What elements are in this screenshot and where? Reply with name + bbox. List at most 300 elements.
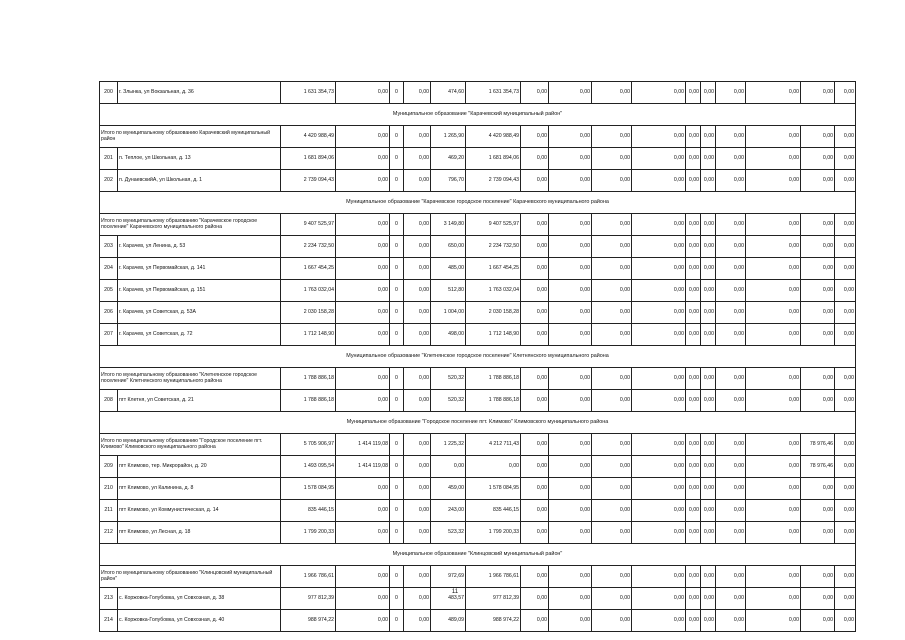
- table-cell: 0,00: [592, 258, 632, 280]
- table-cell: 0,00: [336, 610, 390, 632]
- table-cell: 1 788 886,18: [281, 368, 336, 390]
- table-cell: 0,00: [801, 522, 835, 544]
- table-cell: 0,00: [632, 214, 686, 236]
- address-cell: г. Карачев, ул Ленина, д. 53: [118, 236, 281, 258]
- table-cell: 0,00: [686, 170, 701, 192]
- table-cell: 0,00: [716, 588, 746, 610]
- table-cell: 1 004,00: [431, 302, 466, 324]
- table-cell: 0,00: [549, 280, 592, 302]
- table-cell: 0,00: [701, 390, 716, 412]
- table-cell: 1 681 894,06: [281, 148, 336, 170]
- table-cell: 0,00: [632, 566, 686, 588]
- table-cell: 2 030 158,28: [466, 302, 521, 324]
- section-header-row: [100, 544, 856, 566]
- table-cell: 0,00: [632, 434, 686, 456]
- table-cell: 0: [390, 258, 404, 280]
- table-cell: 1 265,90: [431, 126, 466, 148]
- table-cell: 0,00: [746, 214, 801, 236]
- section-title: Муниципальное образование "Карачевское городское поселение" Карачевского муниципального района: [100, 192, 856, 214]
- table-cell: 0,00: [801, 588, 835, 610]
- table-cell: 0,00: [404, 236, 431, 258]
- table-cell: 0,00: [746, 456, 801, 478]
- table-cell: 0,00: [632, 390, 686, 412]
- table-cell: 0,00: [521, 434, 549, 456]
- table-cell: 0,00: [746, 478, 801, 500]
- table-cell: 0: [390, 456, 404, 478]
- table-cell: 0,00: [592, 214, 632, 236]
- address-cell: пгт Климово, ул Коммунистическая, д. 14: [118, 500, 281, 522]
- table-cell: 0,00: [746, 148, 801, 170]
- table-row: [100, 148, 856, 170]
- table-cell: 0,00: [336, 390, 390, 412]
- table-cell: 0,00: [404, 148, 431, 170]
- table-cell: 0,00: [801, 390, 835, 412]
- table-cell: 0,00: [701, 302, 716, 324]
- table-cell: 0,00: [716, 478, 746, 500]
- table-cell: 0,00: [521, 610, 549, 632]
- table-cell: 0,00: [716, 280, 746, 302]
- table-cell: 0: [390, 522, 404, 544]
- table-cell: 0,00: [521, 126, 549, 148]
- table-cell: 1 966 786,61: [281, 566, 336, 588]
- table-cell: 498,00: [431, 324, 466, 346]
- table-cell: 4 420 988,49: [466, 126, 521, 148]
- table-cell: 0,00: [632, 478, 686, 500]
- table-cell: 0,00: [701, 566, 716, 588]
- table-cell: 0,00: [592, 456, 632, 478]
- section-title: Муниципальное образование "Клетнянское городское поселение" Клетнянского муниципального района: [100, 346, 856, 368]
- table-cell: 0,00: [336, 566, 390, 588]
- subtotal-row: [100, 126, 856, 148]
- table-cell: 0,00: [404, 456, 431, 478]
- table-cell: 0,00: [716, 610, 746, 632]
- table-cell: 0,00: [404, 258, 431, 280]
- table-cell: 0,00: [632, 126, 686, 148]
- table-cell: 0,00: [549, 500, 592, 522]
- table-cell: 0,00: [716, 82, 746, 104]
- table-row: [100, 302, 856, 324]
- table-cell: 0,00: [835, 126, 856, 148]
- table-cell: 0,00: [549, 456, 592, 478]
- table-cell: 0,00: [716, 434, 746, 456]
- repair-cost-table: [99, 81, 856, 632]
- table-cell: 0,00: [336, 280, 390, 302]
- table-cell: 0,00: [336, 258, 390, 280]
- table-cell: 0: [390, 566, 404, 588]
- table-cell: 0,00: [716, 500, 746, 522]
- row-number: 202: [100, 170, 118, 192]
- table-cell: 0,00: [801, 236, 835, 258]
- table-cell: 3 149,80: [431, 214, 466, 236]
- table-cell: 0,00: [746, 82, 801, 104]
- table-cell: 0,00: [549, 170, 592, 192]
- address-cell: г. Карачев, ул Первомайская, д. 141: [118, 258, 281, 280]
- table-cell: 9 407 525,97: [466, 214, 521, 236]
- table-cell: 0,00: [592, 478, 632, 500]
- table-cell: 0,00: [632, 588, 686, 610]
- table-cell: 0,00: [716, 214, 746, 236]
- table-cell: 0,00: [716, 258, 746, 280]
- table-cell: 0,00: [801, 148, 835, 170]
- table-cell: 0: [390, 126, 404, 148]
- table-cell: 0,00: [746, 236, 801, 258]
- table-cell: 0,00: [336, 170, 390, 192]
- table-cell: 0,00: [801, 170, 835, 192]
- document-page: [99, 81, 854, 632]
- table-cell: 1 667 454,25: [466, 258, 521, 280]
- table-cell: 0,00: [746, 368, 801, 390]
- table-cell: 0: [390, 280, 404, 302]
- table-cell: 0,00: [701, 214, 716, 236]
- table-cell: 0,00: [521, 522, 549, 544]
- table-cell: 0,00: [549, 566, 592, 588]
- address-cell: г. Злынка, ул Вокзальная, д. 36: [118, 82, 281, 104]
- table-cell: 988 974,22: [281, 610, 336, 632]
- table-cell: 1 414 119,08: [336, 456, 390, 478]
- table-cell: 0,00: [521, 170, 549, 192]
- table-cell: 0,00: [632, 280, 686, 302]
- table-cell: 0,00: [835, 302, 856, 324]
- table-cell: 0,00: [746, 500, 801, 522]
- table-cell: 0,00: [404, 478, 431, 500]
- table-cell: 0,00: [701, 522, 716, 544]
- table-cell: 796,70: [431, 170, 466, 192]
- table-cell: 0,00: [592, 280, 632, 302]
- table-cell: 0,00: [404, 566, 431, 588]
- table-cell: 0,00: [835, 324, 856, 346]
- table-cell: 0,00: [404, 82, 431, 104]
- table-cell: 0,00: [549, 610, 592, 632]
- row-number: 204: [100, 258, 118, 280]
- table-cell: 0: [390, 302, 404, 324]
- table-cell: 0,00: [404, 390, 431, 412]
- table-cell: 0,00: [336, 302, 390, 324]
- table-cell: 0,00: [549, 148, 592, 170]
- row-number: 203: [100, 236, 118, 258]
- table-cell: 0,00: [716, 324, 746, 346]
- table-cell: 1 788 886,18: [466, 368, 521, 390]
- table-cell: 0,00: [746, 258, 801, 280]
- section-header-row: [100, 104, 856, 126]
- table-cell: 1 225,32: [431, 434, 466, 456]
- table-row: [100, 170, 856, 192]
- table-cell: 0,00: [701, 236, 716, 258]
- section-title: Муниципальное образование "Клинцовский муниципальный район": [100, 544, 856, 566]
- address-cell: пгт Климово, ул Лесная, д. 18: [118, 522, 281, 544]
- table-cell: 2 030 158,28: [281, 302, 336, 324]
- table-cell: 1 712 148,90: [281, 324, 336, 346]
- table-cell: 0: [390, 390, 404, 412]
- table-cell: 0,00: [686, 522, 701, 544]
- table-cell: 0,00: [404, 522, 431, 544]
- table-cell: 0,00: [404, 126, 431, 148]
- table-cell: 835 446,15: [281, 500, 336, 522]
- table-cell: 0,00: [686, 500, 701, 522]
- table-cell: 0,00: [632, 610, 686, 632]
- table-cell: 0,00: [404, 500, 431, 522]
- table-cell: 0,00: [801, 126, 835, 148]
- table-cell: 0,00: [835, 610, 856, 632]
- table-cell: 0,00: [746, 434, 801, 456]
- address-cell: г. Карачев, ул Первомайская, д. 151: [118, 280, 281, 302]
- table-cell: 0,00: [632, 170, 686, 192]
- table-cell: 0,00: [632, 456, 686, 478]
- table-cell: 977 812,39: [281, 588, 336, 610]
- table-cell: 0,00: [801, 368, 835, 390]
- table-cell: 0,00: [549, 368, 592, 390]
- table-cell: 0,00: [336, 82, 390, 104]
- table-cell: 0,00: [835, 258, 856, 280]
- table-cell: 1 712 148,90: [466, 324, 521, 346]
- table-cell: 0: [390, 500, 404, 522]
- subtotal-label: Итого по муниципальному образованию Карачевский муниципальный район: [100, 126, 281, 148]
- table-cell: 0,00: [686, 126, 701, 148]
- table-cell: 650,00: [431, 236, 466, 258]
- table-cell: 0,00: [716, 126, 746, 148]
- table-cell: 0,00: [686, 478, 701, 500]
- table-row: [100, 236, 856, 258]
- table-cell: 1 788 886,18: [281, 390, 336, 412]
- table-cell: 0,00: [801, 214, 835, 236]
- table-cell: 0,00: [716, 522, 746, 544]
- table-cell: 1 631 354,73: [466, 82, 521, 104]
- table-cell: 0: [390, 170, 404, 192]
- table-cell: 0,00: [701, 126, 716, 148]
- address-cell: с. Коржовка-Голубовка, ул Совхозная, д. 38: [118, 588, 281, 610]
- table-cell: 0,00: [701, 148, 716, 170]
- table-row: [100, 500, 856, 522]
- table-cell: 0,00: [549, 588, 592, 610]
- table-cell: 0,00: [336, 588, 390, 610]
- table-cell: 0,00: [521, 456, 549, 478]
- table-cell: 0,00: [521, 236, 549, 258]
- table-cell: 0,00: [632, 258, 686, 280]
- table-cell: 0: [390, 236, 404, 258]
- table-cell: 0,00: [801, 500, 835, 522]
- table-cell: 0,00: [632, 82, 686, 104]
- table-cell: 0,00: [632, 148, 686, 170]
- table-cell: 0,00: [701, 610, 716, 632]
- table-cell: 512,80: [431, 280, 466, 302]
- address-cell: г. Карачев, ул Советская, д. 53А: [118, 302, 281, 324]
- table-cell: 483,57: [431, 588, 466, 610]
- table-cell: 0,00: [686, 148, 701, 170]
- subtotal-row: [100, 214, 856, 236]
- table-cell: 0,00: [632, 368, 686, 390]
- table-cell: 0,00: [716, 566, 746, 588]
- table-cell: 0,00: [336, 126, 390, 148]
- table-cell: 0,00: [801, 478, 835, 500]
- table-cell: 2 739 094,43: [466, 170, 521, 192]
- table-cell: 489,09: [431, 610, 466, 632]
- table-cell: 0,00: [835, 588, 856, 610]
- table-cell: 0,00: [592, 302, 632, 324]
- table-cell: 0,00: [835, 236, 856, 258]
- subtotal-row: [100, 566, 856, 588]
- table-cell: 0,00: [746, 522, 801, 544]
- table-cell: 0,00: [549, 82, 592, 104]
- table-cell: 0,00: [521, 280, 549, 302]
- section-header-row: [100, 346, 856, 368]
- table-body: [100, 82, 856, 632]
- section-header-row: [100, 192, 856, 214]
- table-row: [100, 610, 856, 632]
- table-cell: 0,00: [336, 368, 390, 390]
- table-cell: 0,00: [592, 434, 632, 456]
- table-cell: 4 212 711,43: [466, 434, 521, 456]
- row-number: 214: [100, 610, 118, 632]
- row-number: 200: [100, 82, 118, 104]
- table-cell: 0,00: [701, 434, 716, 456]
- table-cell: 1 763 032,04: [466, 280, 521, 302]
- table-cell: 0,00: [521, 500, 549, 522]
- table-row: [100, 82, 856, 104]
- table-cell: 0,00: [686, 566, 701, 588]
- table-cell: 0,00: [431, 456, 466, 478]
- table-cell: 0,00: [336, 478, 390, 500]
- table-cell: 0,00: [549, 126, 592, 148]
- table-cell: 9 407 525,97: [281, 214, 336, 236]
- table-cell: 0: [390, 82, 404, 104]
- table-cell: 0,00: [746, 280, 801, 302]
- table-cell: 0,00: [549, 522, 592, 544]
- subtotal-row: [100, 434, 856, 456]
- table-cell: 1 681 894,06: [466, 148, 521, 170]
- table-cell: 0,00: [746, 610, 801, 632]
- table-cell: 988 974,22: [466, 610, 521, 632]
- table-cell: 1 414 119,08: [336, 434, 390, 456]
- table-cell: 0,00: [701, 258, 716, 280]
- table-cell: 2 234 732,50: [281, 236, 336, 258]
- table-cell: 0,00: [835, 566, 856, 588]
- table-cell: 0,00: [835, 478, 856, 500]
- table-cell: 0: [390, 148, 404, 170]
- table-cell: 0,00: [404, 302, 431, 324]
- table-cell: 0,00: [716, 368, 746, 390]
- table-cell: 0,00: [701, 478, 716, 500]
- table-cell: 0,00: [549, 434, 592, 456]
- table-cell: 0,00: [835, 170, 856, 192]
- table-cell: 0,00: [701, 170, 716, 192]
- table-cell: 0,00: [716, 170, 746, 192]
- table-row: [100, 478, 856, 500]
- table-cell: 0,00: [521, 566, 549, 588]
- table-cell: 2 234 732,50: [466, 236, 521, 258]
- table-cell: 0,00: [835, 214, 856, 236]
- row-number: 211: [100, 500, 118, 522]
- address-cell: пгт Климово, ул Калинина, д. 8: [118, 478, 281, 500]
- table-cell: 0,00: [686, 258, 701, 280]
- table-row: [100, 258, 856, 280]
- table-cell: 0,00: [746, 588, 801, 610]
- table-cell: 0,00: [835, 82, 856, 104]
- table-cell: 0,00: [549, 302, 592, 324]
- row-number: 212: [100, 522, 118, 544]
- table-cell: 0,00: [686, 324, 701, 346]
- table-row: [100, 324, 856, 346]
- table-row: [100, 390, 856, 412]
- row-number: 210: [100, 478, 118, 500]
- table-cell: 1 799 200,33: [281, 522, 336, 544]
- table-row: [100, 280, 856, 302]
- address-cell: с. Коржовка-Голубовка, ул Совхозная, д. 40: [118, 610, 281, 632]
- section-title: Муниципальное образование "Городское поселение пгт. Климово" Климовского муниципального района: [100, 412, 856, 434]
- table-cell: 4 420 988,49: [281, 126, 336, 148]
- table-cell: 0,00: [632, 500, 686, 522]
- table-cell: 0,00: [686, 456, 701, 478]
- table-cell: 0,00: [521, 302, 549, 324]
- table-cell: 0,00: [521, 214, 549, 236]
- table-cell: 0,00: [592, 126, 632, 148]
- table-cell: 0,00: [521, 82, 549, 104]
- table-cell: 0,00: [336, 236, 390, 258]
- table-cell: 0,00: [632, 302, 686, 324]
- table-cell: 0,00: [549, 214, 592, 236]
- address-cell: п. ДунаевскийА, ул Школьная, д. 1: [118, 170, 281, 192]
- table-cell: 0,00: [701, 588, 716, 610]
- table-cell: 78 976,46: [801, 456, 835, 478]
- table-cell: 0,00: [716, 236, 746, 258]
- table-cell: 0,00: [404, 214, 431, 236]
- table-cell: 0,00: [549, 258, 592, 280]
- table-cell: 0,00: [521, 588, 549, 610]
- table-cell: 0,00: [746, 566, 801, 588]
- table-cell: 0,00: [746, 324, 801, 346]
- table-cell: 0,00: [716, 148, 746, 170]
- table-cell: 0,00: [592, 148, 632, 170]
- table-cell: 2 739 094,43: [281, 170, 336, 192]
- table-cell: 523,32: [431, 522, 466, 544]
- row-number: 213: [100, 588, 118, 610]
- table-cell: 0,00: [686, 390, 701, 412]
- row-number: 209: [100, 456, 118, 478]
- table-cell: 0,00: [835, 434, 856, 456]
- table-cell: 0,00: [336, 148, 390, 170]
- table-cell: 0,00: [701, 280, 716, 302]
- subtotal-label: Итого по муниципальному образованию "Карачевское городское поселение" Карачевского муниципального района: [100, 214, 281, 236]
- table-cell: 0,00: [835, 390, 856, 412]
- table-cell: 0,00: [549, 390, 592, 412]
- table-cell: 5 705 906,97: [281, 434, 336, 456]
- table-cell: 0,00: [336, 522, 390, 544]
- table-cell: 0: [390, 214, 404, 236]
- table-cell: 0,00: [701, 82, 716, 104]
- table-cell: 0,00: [801, 258, 835, 280]
- table-cell: 0,00: [521, 478, 549, 500]
- subtotal-label: Итого по муниципальному образованию "Клетнянское городское поселение" Клетнянского муниципального района: [100, 368, 281, 390]
- table-cell: 0,00: [746, 302, 801, 324]
- address-cell: г. Карачев, ул Советская, д. 72: [118, 324, 281, 346]
- table-cell: 1 966 786,61: [466, 566, 521, 588]
- table-cell: 0,00: [521, 324, 549, 346]
- table-cell: 0,00: [746, 170, 801, 192]
- table-cell: 520,32: [431, 368, 466, 390]
- table-cell: 0,00: [592, 368, 632, 390]
- table-cell: 1 578 084,95: [466, 478, 521, 500]
- table-cell: 0,00: [592, 610, 632, 632]
- table-cell: 0,00: [592, 236, 632, 258]
- table-cell: 1 763 032,04: [281, 280, 336, 302]
- table-cell: 0,00: [835, 280, 856, 302]
- table-cell: 0,00: [632, 236, 686, 258]
- table-cell: 0,00: [801, 324, 835, 346]
- table-cell: 0,00: [404, 368, 431, 390]
- section-header-row: [100, 412, 856, 434]
- table-cell: 0,00: [686, 280, 701, 302]
- table-cell: 0,00: [336, 500, 390, 522]
- table-row: [100, 456, 856, 478]
- table-cell: 0,00: [592, 82, 632, 104]
